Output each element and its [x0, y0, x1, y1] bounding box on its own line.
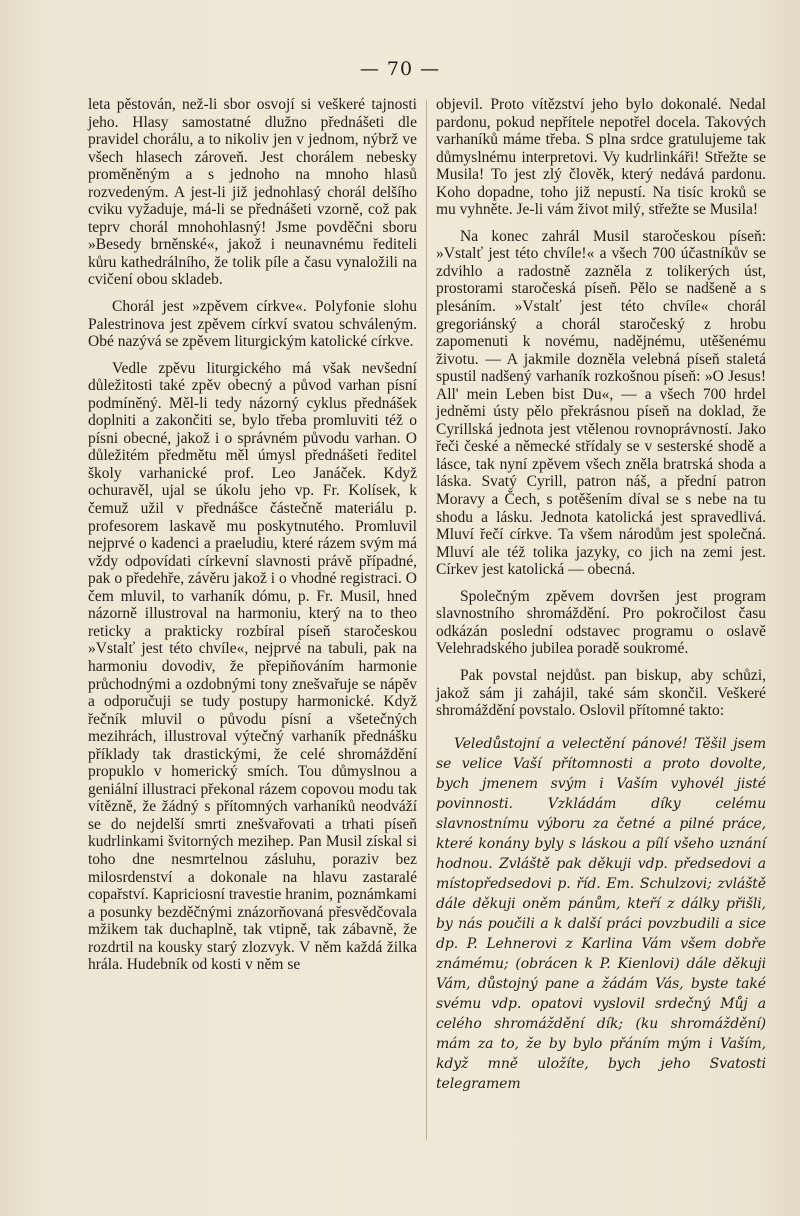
column-divider: [426, 100, 427, 1140]
paragraph: Společným zpěvem dovršen jest program slavnostního shromáždění. Pro pokročilost času odkázán poslední odstavec programu o oslavě Velehradského jubilea poradě soukromé.: [436, 587, 766, 658]
paragraph: Pak povstal nejdůst. pan biskup, aby schůzi, jakož sám ji zahájil, také sám skončil. Veškeré shromáždění povstalo. Oslovil přítomné takto:: [436, 666, 766, 720]
paragraph: objevil. Proto vítězství jeho bylo dokonalé. Nedal pardonu, pokud nepřítele nepotřel docela. Takových varhaníků máme třeba. S plna srdce gratulujeme tak důmyslnému interpretovi. Vy kudrlinkáři! Střežte se Musila! To jest zlý člověk, který nedává pardonu. Koho dopadne, toho již nepustí. Na tisíc kroků se mu vyhněte. Je-li vám život milý, střežte se Musila!: [436, 96, 766, 219]
left-column: [88, 96, 417, 983]
paragraph: Na konec zahrál Musil staročeskou píseň: »Vstalť jest této chvíle!« a všech 700 účastníkův se zdvihlo a radostně zazněla z tolikerých úst, prostorami staročeská píseň. Pělo se nadšeně a s plesáním. »Vstalť jest této chvíle« chorál gregoriánský a chorál staročeský z hrobu zapomenuti k novému, nadějnému, utěšenému životu. — A jakmile dozněla velebná píseň staletá spustil nadšený varhaník rozkošnou píseň: »O Jesus! All' mein Leben bist Du«, — a všech 700 hrdel jedněmi ústy pělo překrásnou píseň na doklad, že Cyrillská jednota jest vtělenou rovnoprávností. Jako řeči české a německé střídaly se v sesterské shodě a lásce, tak nyní zpěvem všech zněla bratrská shoda a láska. Svatý Cyrill, patron náš, a přední patron Moravy a Čech, s potěšením díval se s nebe na tu shodu a lásku. Jednota katolická jest spravedlivá. Mluví řečí církve. Ta všem národům jest společná. Mluví ale též tolika jazyky, co jich na zemi jest. Církev jest katolická — obecná.: [436, 227, 766, 579]
paragraph: leta pěstován, než-li sbor osvojí si veškeré tajnosti jeho. Hlasy samostatné dlužno přednášeti dle pravidel chorálu, a to nikoliv jen v jednom, nýbrž ve všech hlasech zároveň. Jest chorálem nebesky proměněným a s jednoho na mnoho hlasů rozvedeným. A jest-li již jednohlasý chorál delšího cviku vyžaduje, má-li se přednášeti vzorně, což pak teprv chorál mnohohlasný! Jsme povděčni sboru »Besedy brněnské«, jakož i neunavnému řediteli kůru kathedrálního, že tolik píle a času vynaložili na cvičení obou skladeb.: [88, 96, 417, 289]
paragraph: Chorál jest »zpěvem církve«. Polyfonie slohu Palestrinova jest zpěvem církví svatou schváleným. Obé nazývá se zpěvem liturgickým katolické církve.: [88, 298, 417, 351]
bishop-address-paragraph: Veledůstojní a velectění pánové! Těšil jsem se velice Vaší přítomnosti a proto dovolte, bych jmenem svým i Vaším vyhovél jisté povinnosti. Vzkládám díky celému slavnostnímu výboru za četné a pilné práce, které konány byly s láskou a pílí všeho uznání hodnou. Zvláště pak děkuji vdp. předsedovi a místopředsedovi p. říd. Em. Schulzovi; zvláště dále děkuji oněm pánům, kteří z dálky přišli, by nás poučili a k další práci povzbudili a sice dp. P. Lehnerovi z Karlina Vám všem dobře známému; (obrácen k P. Kienlovi) dále děkuji Vám, důstojný pane a žádám Vás, byste také svému vdp. opatovi vyslovil srdečný Můj a celého shromáždění dík; (ku shromáždění) mám za to, že by bylo přáním mým i Vaším, když mně uložíte, bych jeho Svatosti telegramem: [436, 735, 766, 1092]
page-number: — 70 —: [359, 58, 441, 80]
right-column: [436, 96, 766, 1103]
paragraph: Vedle zpěvu liturgického má však nevšední důležitosti také zpěv obecný a původ varhan písní podmíněný. Měl-li tedy názorný cyklus přednášek doplniti a zakončiti se, bylo třeba promluviti též o písni obecné, jakož i o správném původu varhan. O důležitém předmětu měl úmysl přednášeti ředitel školy varhanické prof. Leo Janáček. Když ochuravěl, ujal se úkolu jeho vp. Fr. Kolísek, k čemuž užil v přednášce částečně materiálu p. profesorem laskavě mu poskytnutého. Promluvil nejprvé o kadenci a praeludiu, které rázem svým má vždy odpovídati církevní slavnosti právě případné, pak o předehře, závěru jakož i o vhodné registraci. O čem mluvil, to varhaník dómu, p. Fr. Musil, hned názorně illustroval na harmoniu, který na to theo reticky a prakticky rozbíral píseň staročeskou »Vstalť jest této chvíle«, nejprvé na tabuli, pak na harmoniu dovodiv, že přepiňováním harmonie průchodnými a ozdobnými tony znešvařuje se nápěv a odporučuji se tudy postupy harmonické. Když řečník mluvil o původu písní a všetečných mezihrách, illustroval výtečný varhaník přednášku příklady tak drastickými, že celé shromáždění propuklo v homerický smích. Tou důmyslnou a geniální illustraci překonal rázem copovou modu tak vítězně, že žádný s přítomných varhaníků neodváží se do nejdelší smrti znešvařovati a trhati píseň kudrlinkami švitorných mezihер. Pan Musil získal si toho dne nesmrtelnou zásluhu, poraziv bez milosrdenství a dokonale na hlavu zastaralé copařství. Kapriciosní travestie hranim, poznámkami a posunky bezděčnými znázorňovaná přesvědčovala mžikem tak duchaplně, tak vtipně, tak zábavně, že rozdrtil na kousky starý zlozvyk. V něm každá žilka hrála. Hudebník od kosti v něm se: [88, 359, 417, 974]
